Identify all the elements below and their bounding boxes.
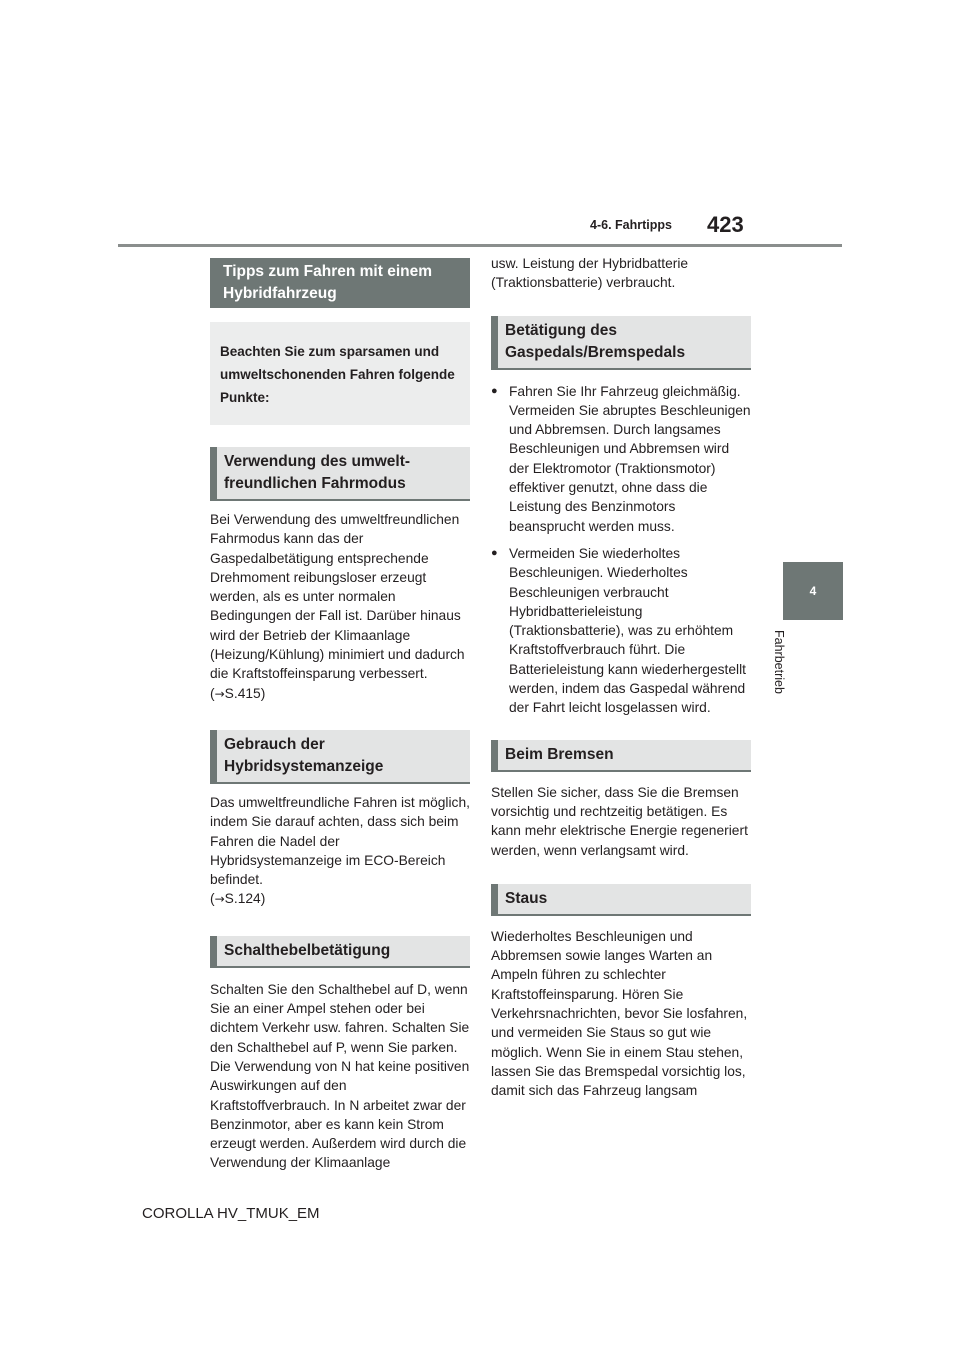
heading-shift-lever: Schalthebelbetätigung [210,936,470,968]
hybrid-indicator-ref[interactable]: S.124 [224,891,261,907]
footer-model-code: COROLLA HV_TMUK_EM [142,1205,320,1222]
heading-traffic-jams: Staus [491,884,751,916]
eco-mode-text: Bei Verwendung des umweltfreundlichen Fahrmodus kann das der Gaspedalbetätigung entsprechende Drehmoment reibungsloser erzeugt werden, als es unter normalen Bedingungen der Fall ist. Darüber hinaus wird der Betrieb der Klimaanlage (Heizung/Kühlung) minimiert und dadurch die Kraftstoffeinsparung verbessert. (→S.415) [210,512,465,701]
heading-eco-mode: Verwendung des umwelt-freundlichen Fahrmodus [210,447,470,501]
continuation-text: usw. Leistung der Hybridbatterie (Traktionsbatterie) verbraucht. [491,256,689,291]
main-heading: Tipps zum Fahren mit einem Hybridfahrzeug [210,258,470,308]
eco-mode-text-body: Bei Verwendung des umweltfreundlichen Fahrmodus kann das der Gaspedalbetätigung entsprechende Drehmoment reibungsloser erzeugt werden, als es unter normalen Bedingungen der Fall ist. Darüber hinaus wird der Betrieb der Klimaanlage (Heizung/Kühlung) minimiert und dadurch die Kraftstoffeinsparung verbessert. [210,512,465,682]
hybrid-indicator-text: Das umweltfreundliche Fahren ist möglich, indem Sie darauf achten, dass sich beim Fahren die Nadel der Hybridsystemanzeige im ECO-Bereich befindet. (→S.124) [210,794,470,907]
left-column [210,258,470,1173]
page-number: 423 [707,212,744,237]
arrow-icon: → [214,686,225,701]
list-item: ● Vermeiden Sie wiederholtes Beschleunigen. Wiederholtes Beschleunigen verbraucht Hybridbatterieleistung (Traktionsbatterie), was zu erhöhtem Kraftstoffverbrauch führt. Die Batterieleistung kann wiederhergestellt werden, indem das Gaspedal während der Fahrt leicht losgelassen wird. [491,544,751,718]
chapter-title-text: Fahrbetrieb [772,630,786,694]
list-item: ● Fahren Sie Ihr Fahrzeug gleichmäßig. Vermeiden Sie abruptes Beschleunigen und Abbremsen. Durch langsames Beschleunigen und Abbremsen wird der Elektromotor (Traktionsmotor) effektiver genutzt, ohne dass die Leistung des Benzinmotors beansprucht werden muss. [491,382,751,536]
chapter-tab: 4 [783,562,843,620]
braking-text: Stellen Sie sicher, dass Sie die Bremsen vorsichtig und rechtzeitig betätigen. Es kann mehr elektrische Energie regeneriert werden, wenn verlangsamt wird. [491,784,748,858]
heading-hybrid-indicator: Gebrauch der Hybridsystemanzeige [210,730,470,784]
hybrid-indicator-text-body: Das umweltfreundliche Fahren ist möglich, indem Sie darauf achten, dass sich beim Fahren die Nadel der Hybridsystemanzeige im ECO-Bereich befindet. [210,794,470,888]
eco-mode-ref[interactable]: S.415 [224,685,261,701]
right-column [491,254,751,1101]
arrow-icon: → [214,892,225,907]
section-label: 4-6. Fahrtipps [590,218,672,232]
chapter-title [772,630,806,720]
heading-braking: Beim Bremsen [491,740,751,772]
header-divider [118,244,842,247]
heading-pedal-operation: Betätigung des Gaspedals/Bremspedals [491,316,751,370]
traffic-jams-text: Wiederholtes Beschleunigen und Abbremsen sowie langes Warten an Ampeln führen zu schlechter Kraftstoffeinsparung. Hören Sie Verkehrsnachrichten, bevor Sie losfahren, und vermeiden Sie Staus so gut wie möglich. Wenn Sie in einem Stau stehen, lassen Sie das Bremspedal vorsichtig los, damit sich das Fahrzeug langsam [491,928,748,1099]
shift-lever-text: Schalten Sie den Schalthebel auf D, wenn Sie an einer Ampel stehen oder bei dichtem Verkehr usw. fahren. Schalten Sie den Schalthebel auf P, wenn Sie parken. Die Verwendung von N hat keine positiven Auswirkungen auf den Kraftstoffverbrauch. In N arbeitet zwar der Benzinmotor, aber es kann kein Strom erzeugt werden. Außerdem wird durch die Verwendung der Klimaanlage [210,981,470,1171]
intro-box: Beachten Sie zum sparsamen und umweltschonenden Fahren folgende Punkte: [210,322,470,425]
